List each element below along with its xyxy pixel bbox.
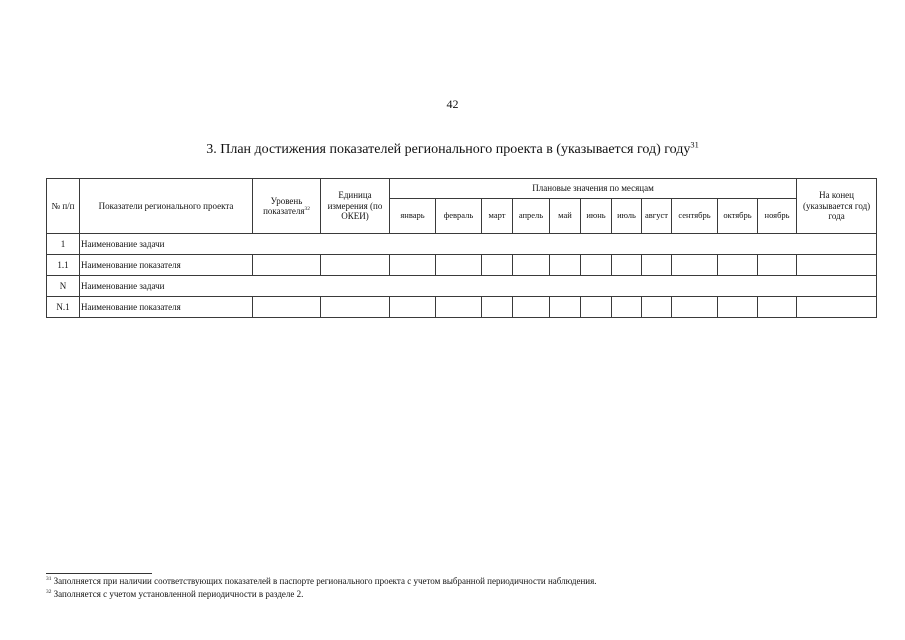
empty-cell: [718, 255, 758, 276]
row-name: Наименование задачи: [80, 234, 877, 255]
empty-cell: [758, 297, 797, 318]
empty-cell: [321, 297, 390, 318]
empty-cell: [581, 297, 612, 318]
table-row: [47, 255, 877, 276]
header-month: февраль: [436, 199, 482, 234]
footnote-text: Заполняется при наличии соответствующих показателей в паспорте регионального проекта с учетом выбранной периодичности наблюдения.: [53, 576, 597, 586]
footnote-text: Заполняется с учетом установленной периодичности в разделе 2.: [53, 589, 304, 599]
header-month: ноябрь: [758, 199, 797, 234]
footnote-mark: 31: [46, 576, 52, 582]
header-indicators: Показатели регионального проекта: [80, 179, 253, 234]
table-body: [47, 234, 877, 318]
empty-cell: [482, 255, 513, 276]
empty-cell: [436, 255, 482, 276]
empty-cell: [390, 255, 436, 276]
header-monthly-group: Плановые значения по месяцам: [390, 179, 797, 199]
empty-cell: [550, 255, 581, 276]
header-month: май: [550, 199, 581, 234]
header-end-of-year: На конец (указывается год) года: [797, 179, 877, 234]
empty-cell: [672, 297, 718, 318]
header-month: январь: [390, 199, 436, 234]
header-level-text: Уровень показателя: [263, 195, 305, 216]
empty-cell: [321, 255, 390, 276]
empty-cell: [612, 297, 642, 318]
empty-cell: [642, 297, 672, 318]
header-level: [253, 179, 321, 234]
table-header-row: [47, 179, 877, 199]
header-unit: Единица измерения (по ОКЕИ): [321, 179, 390, 234]
empty-cell: [797, 297, 877, 318]
empty-cell: [253, 297, 321, 318]
empty-cell: [672, 255, 718, 276]
empty-cell: [797, 255, 877, 276]
page-number: 42: [446, 97, 459, 111]
footnote-31: [46, 576, 597, 586]
empty-cell: [718, 297, 758, 318]
row-number: N.1: [47, 297, 80, 318]
footnote-divider: [46, 573, 152, 574]
empty-cell: [581, 255, 612, 276]
footnote-mark: 32: [46, 589, 52, 595]
title-footnote-ref: 31: [690, 140, 699, 150]
row-number: 1.1: [47, 255, 80, 276]
header-month: апрель: [513, 199, 550, 234]
row-number: 1: [47, 234, 80, 255]
row-name: Наименование показателя: [80, 297, 253, 318]
empty-cell: [642, 255, 672, 276]
empty-cell: [550, 297, 581, 318]
table-row: [47, 276, 877, 297]
table-row: [47, 297, 877, 318]
table-row: [47, 234, 877, 255]
row-name: Наименование показателя: [80, 255, 253, 276]
empty-cell: [253, 255, 321, 276]
footnote-32: [46, 589, 303, 599]
header-num: № п/п: [47, 179, 80, 234]
empty-cell: [513, 255, 550, 276]
header-month: июль: [612, 199, 642, 234]
header-month: август: [642, 199, 672, 234]
empty-cell: [612, 255, 642, 276]
header-month: июнь: [581, 199, 612, 234]
header-month: сентябрь: [672, 199, 718, 234]
plan-table: [46, 178, 877, 318]
section-title-text: 3. План достижения показателей регионального проекта в (указывается год) году: [206, 142, 691, 157]
row-number: N: [47, 276, 80, 297]
row-name: Наименование задачи: [80, 276, 877, 297]
header-month: март: [482, 199, 513, 234]
header-month: октябрь: [718, 199, 758, 234]
empty-cell: [436, 297, 482, 318]
empty-cell: [758, 255, 797, 276]
empty-cell: [390, 297, 436, 318]
level-footnote-ref: 32: [304, 206, 310, 212]
section-title: [0, 142, 905, 158]
empty-cell: [482, 297, 513, 318]
empty-cell: [513, 297, 550, 318]
